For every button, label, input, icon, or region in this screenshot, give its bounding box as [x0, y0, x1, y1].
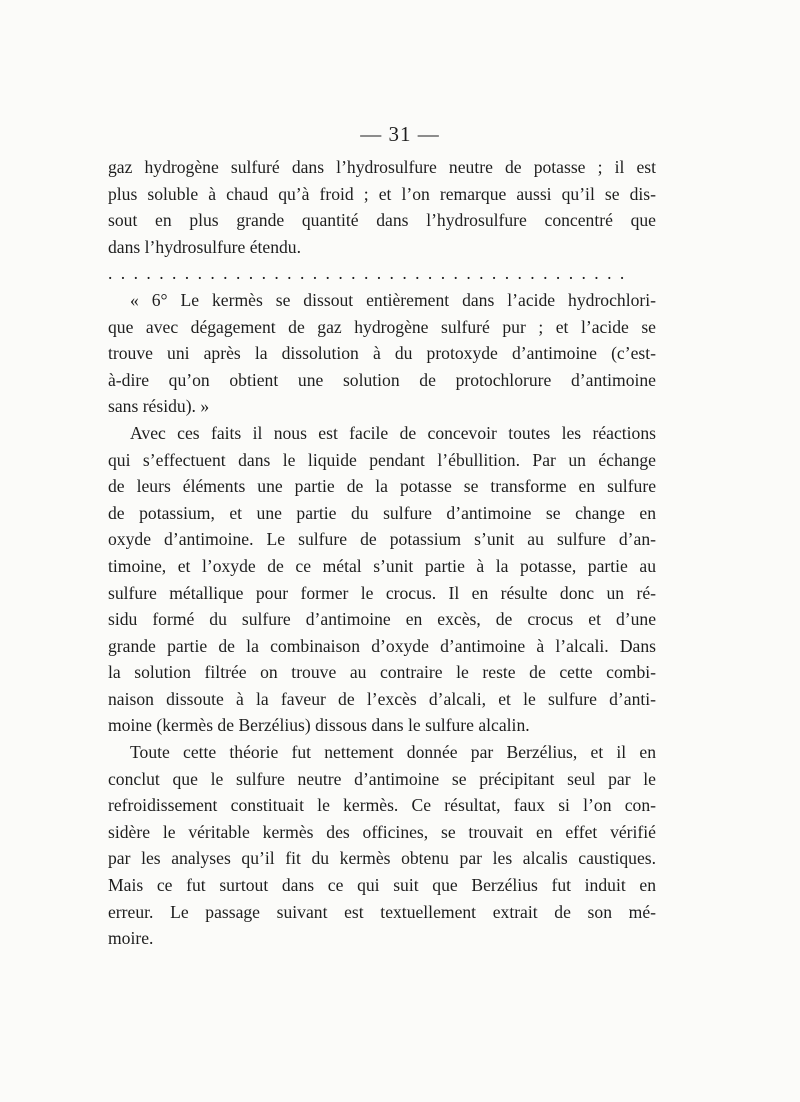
paragraph-1: [108, 154, 656, 260]
paragraph-4: [108, 739, 656, 952]
paragraph-3: [108, 420, 656, 739]
text-line: sidu formé du sulfure d’antimoine en excès, de crocus et d’une: [108, 609, 656, 630]
text-line: que avec dégagement de gaz hydrogène sulfuré pur ; et l’acide se: [108, 316, 656, 337]
text-line: sout en plus grande quantité dans l’hydrosulfure concentré que: [108, 210, 656, 231]
text-line: à-dire qu’on obtient une solution de protochlorure d’antimoine: [108, 369, 656, 390]
text-line: la solution filtrée on trouve au contraire le reste de cette combi-: [108, 662, 656, 683]
text-line: moire.: [108, 928, 154, 949]
text-line: oxyde d’antimoine. Le sulfure de potassium s’unit au sulfure d’an-: [108, 529, 656, 550]
text-line: moine (kermès de Berzélius) dissous dans le sulfure alcalin.: [108, 715, 530, 736]
paragraph-quote: [108, 287, 656, 420]
text-line: grande partie de la combinaison d’oxyde d’antimoine à l’alcali. Dans: [108, 635, 656, 656]
text-line: « 6° Le kermès se dissout entièrement dans l’acide hydrochlori-: [130, 289, 656, 310]
text-line: Mais ce fut surtout dans ce qui suit que Berzélius fut induit en: [108, 875, 656, 896]
text-line: timoine, et l’oxyde de ce métal s’unit partie à la potasse, partie au: [108, 555, 656, 576]
text-line: sans résidu). »: [108, 396, 210, 417]
ellipsis-separator: . . . . . . . . . . . . . . . . . . . . . . . . . . . . . . . . . . . . . . . . .: [108, 263, 627, 284]
text-line: conclut que le sulfure neutre d’antimoine se précipitant seul par le: [108, 768, 656, 789]
text-line: plus soluble à chaud qu’à froid ; et l’on remarque aussi qu’il se dis-: [108, 183, 656, 204]
text-line: sidère le véritable kermès des officines, se trouvait en effet vérifié: [108, 821, 656, 842]
text-line: de potassium, et une partie du sulfure d’antimoine se change en: [108, 502, 656, 523]
text-line: gaz hydrogène sulfuré dans l’hydrosulfure neutre de potasse ; il est: [108, 157, 656, 177]
text-line: par les analyses qu’il fit du kermès obtenu par les alcalis caustiques.: [108, 848, 656, 869]
text-line: trouve uni après la dissolution à du protoxyde d’antimoine (c’est-: [108, 343, 656, 364]
text-line: Toute cette théorie fut nettement donnée par Berzélius, et il en: [130, 742, 656, 763]
text-line: naison dissoute à la faveur de l’excès d’alcali, et le sulfure d’anti-: [108, 688, 656, 709]
text-line: refroidissement constituait le kermès. Ce résultat, faux si l’on con-: [108, 795, 656, 816]
page-number: — 31 —: [360, 122, 440, 146]
text-line: de leurs éléments une partie de la potasse se transforme en sulfure: [108, 476, 656, 497]
text-line: Avec ces faits il nous est facile de concevoir toutes les réactions: [130, 422, 656, 443]
text-line: sulfure métallique pour former le crocus. Il en résulte donc un ré-: [108, 582, 656, 603]
text-line: qui s’effectuent dans le liquide pendant l’ébullition. Par un échange: [108, 449, 656, 470]
text-line: erreur. Le passage suivant est textuellement extrait de son mé-: [108, 901, 656, 922]
text-line: dans l’hydrosulfure étendu.: [108, 236, 301, 257]
body-text: [108, 154, 656, 952]
